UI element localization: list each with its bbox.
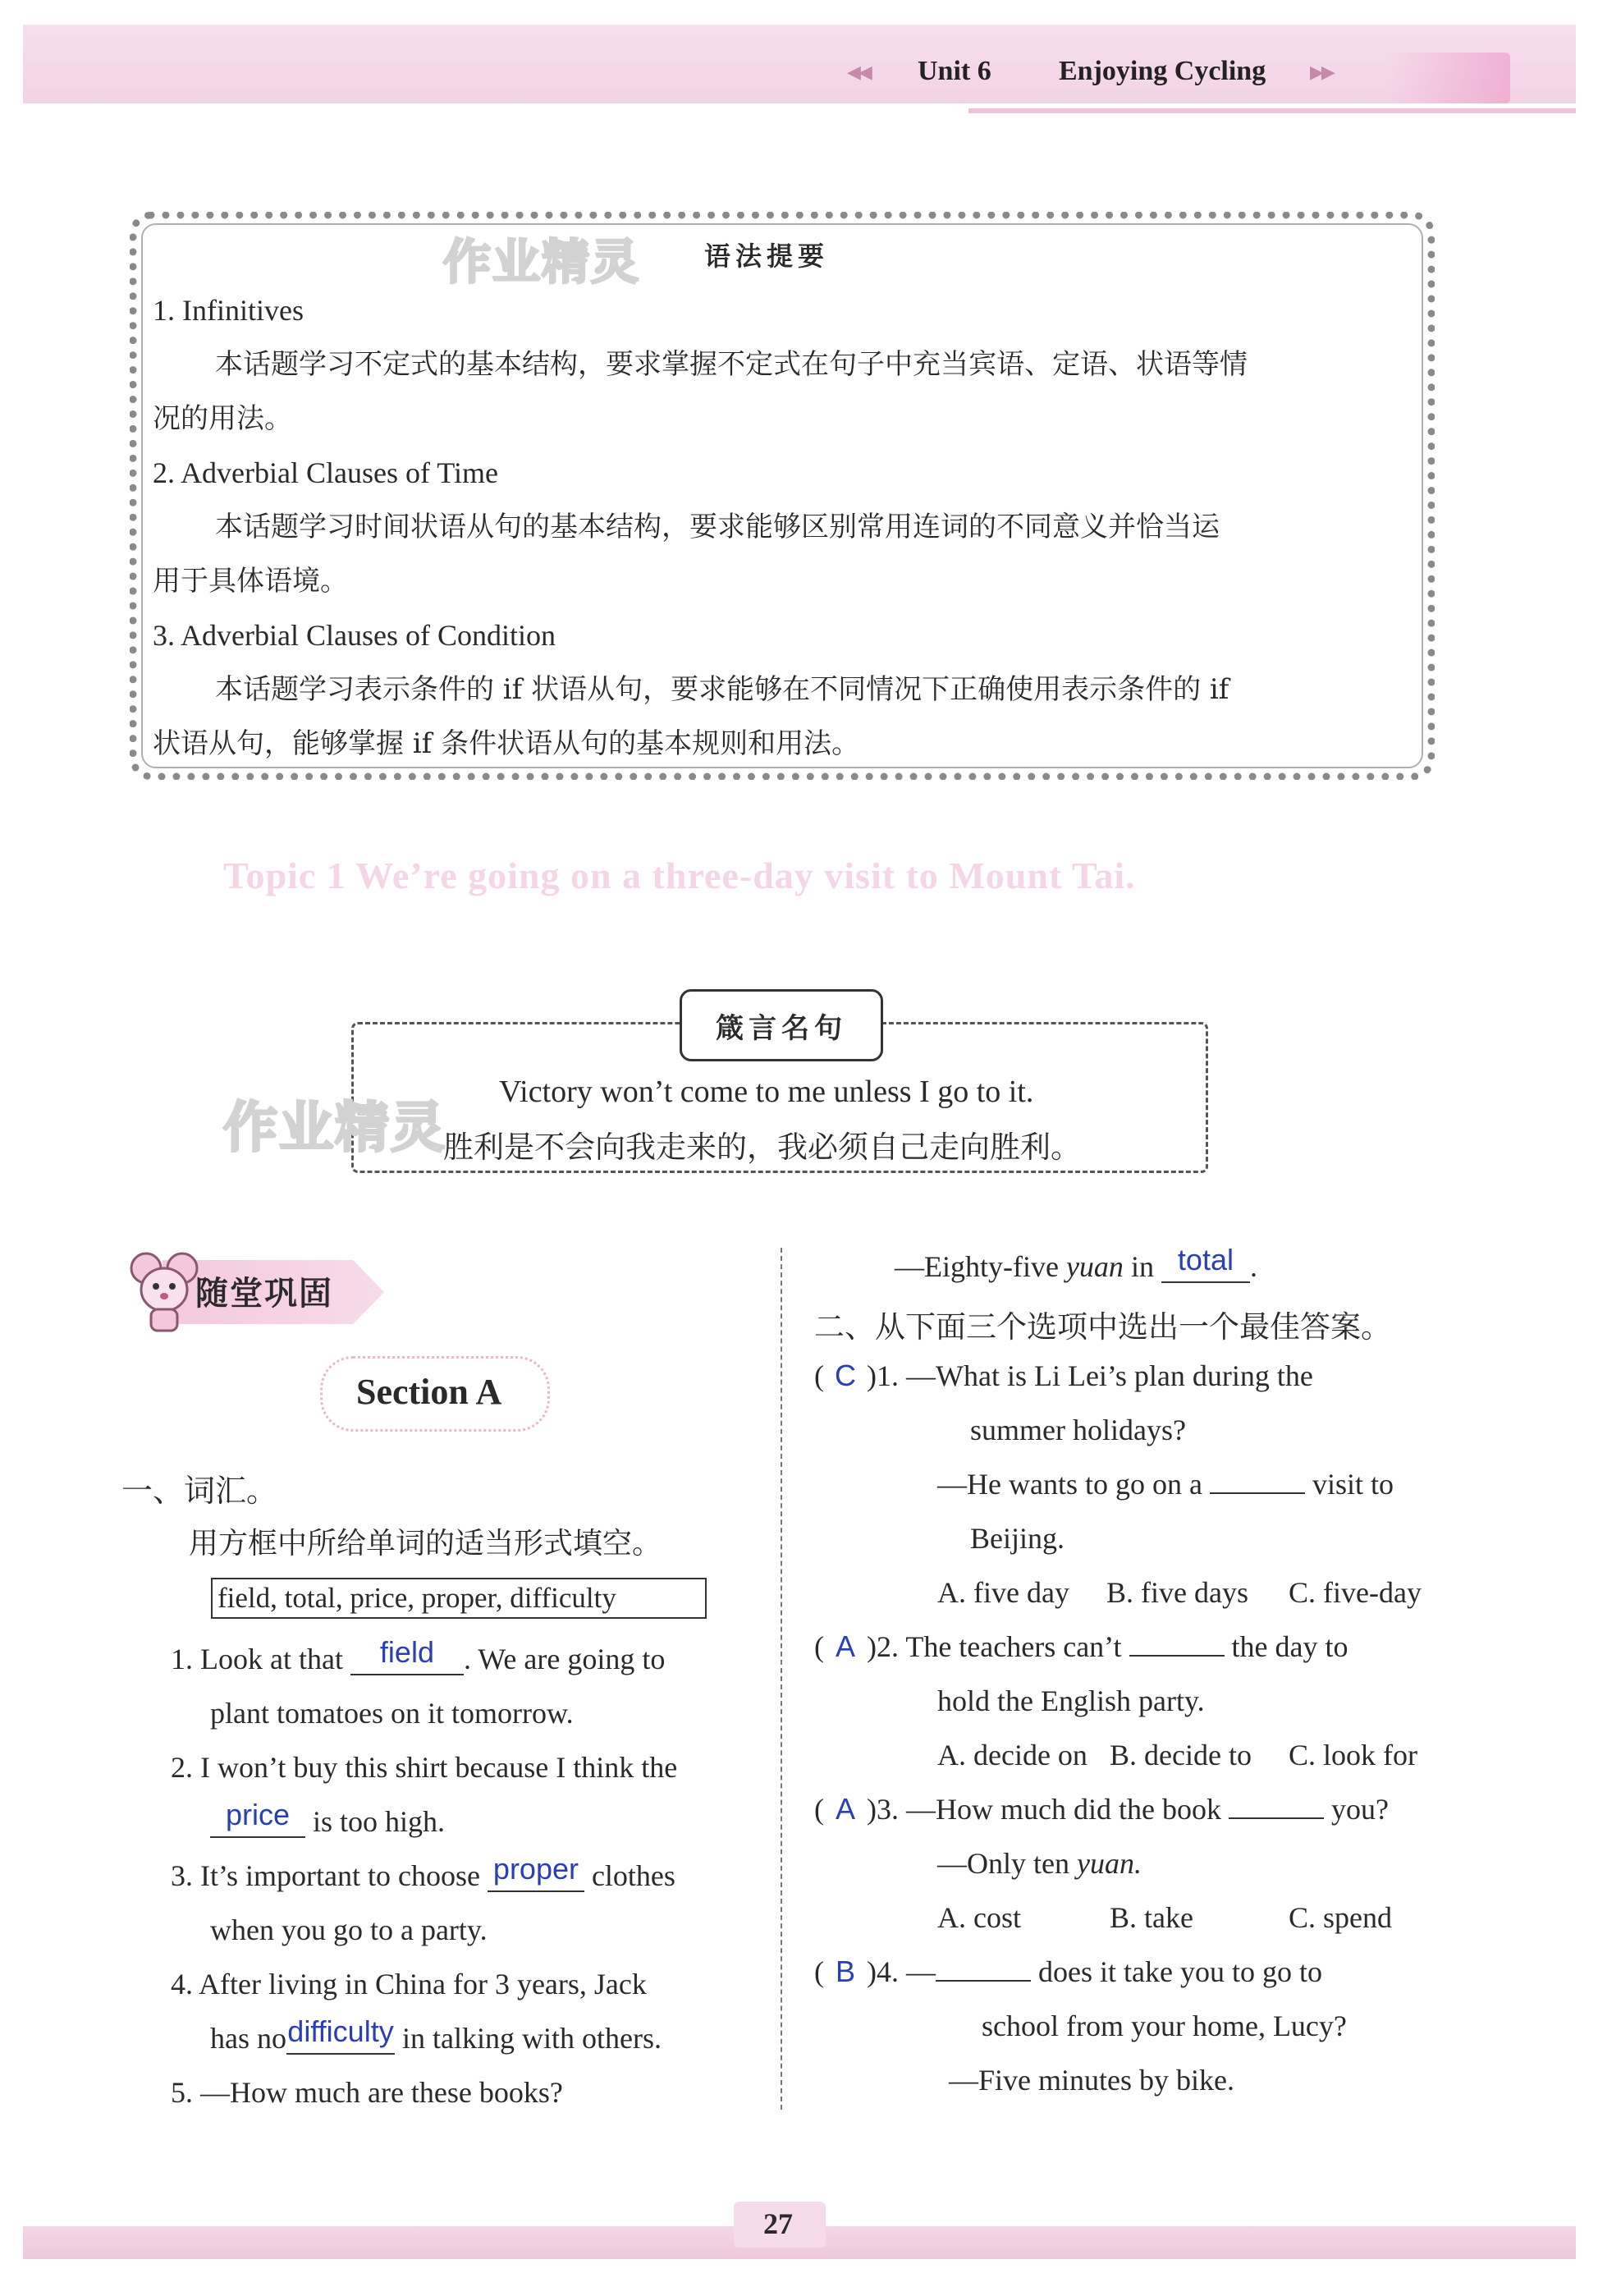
q2-1-option-c: C. five-day (1289, 1576, 1422, 1609)
q1-5-text-a: 5. —How much are these books? (171, 2076, 563, 2109)
q1-5-text-d: . (1249, 1250, 1257, 1283)
section-title: Section A (356, 1372, 502, 1412)
paren-open: ( (814, 1630, 824, 1663)
part2-title: 二、从下面三个选项中选出一个最佳答案。 (814, 1309, 1391, 1345)
answer-text: proper (492, 1852, 579, 1886)
question-1-5-line2 (895, 1243, 1257, 1284)
q2-1-option-a: A. five day (937, 1576, 1069, 1609)
q1-5-text-b: —Eighty-five (895, 1250, 1059, 1283)
grammar-heading-2: 2. Adverbial Clauses of Time (153, 456, 498, 489)
grammar-text-1a: 本话题学习不定式的基本结构，要求掌握不定式在句子中充当宾语、定语、状语等情 (215, 348, 1248, 381)
q2-3-text-b: you? (1330, 1793, 1389, 1826)
blank-line (936, 1980, 1031, 1982)
grammar-heading-1: 1. Infinitives (153, 294, 304, 327)
q1-2-text-b: is too high. (313, 1805, 446, 1838)
q1-1-text-a: 1. Look at that (171, 1643, 343, 1675)
q2-3-text-a: )3. —How much did the book (867, 1793, 1221, 1826)
unit-title: Enjoying Cycling (1059, 56, 1266, 86)
q2-3-option-a: A. cost (937, 1901, 1021, 1934)
answer-blank (210, 1798, 305, 1838)
question-1-4-line2 (210, 2014, 662, 2055)
choice-answer: C (835, 1359, 856, 1392)
answer-blank (286, 2014, 395, 2055)
q1-1-text-c: plant tomatoes on it tomorrow. (210, 1697, 574, 1730)
grammar-title: 语法提要 (704, 241, 830, 272)
grammar-text-3a: 本话题学习表示条件的 if 状语从句，要求能够在不同情况下正确使用表示条件的 if (215, 673, 1229, 706)
question-2-3-line2 (937, 1846, 1142, 1881)
double-arrow-left-icon: ◀◀ (847, 62, 870, 83)
grammar-heading-3: 3. Adverbial Clauses of Condition (153, 619, 556, 652)
answer-text: total (1177, 1243, 1234, 1276)
q1-4-text-b: has no (210, 2022, 286, 2055)
question-1-2-line2 (210, 1798, 446, 1839)
choice-answer: A (835, 1629, 855, 1663)
watermark-logo-2: 作业精灵 (223, 1096, 446, 1159)
q2-2-text-a: )2. The teachers can’t (867, 1630, 1122, 1663)
part1-instruction: 用方框中所给单词的适当形式填空。 (189, 1527, 662, 1560)
unit-label: Unit 6 (918, 56, 991, 86)
double-arrow-right-icon: ▶▶ (1310, 62, 1333, 83)
q2-3-text-c: —Only ten (937, 1847, 1069, 1880)
q2-1-text-c: —He wants to go on a (937, 1468, 1202, 1501)
q2-2-text-c: hold the English party. (937, 1684, 1205, 1717)
answer-text: price (225, 1798, 291, 1831)
column-divider (781, 1248, 782, 2110)
q2-4-text-c: school from your home, Lucy? (982, 2010, 1347, 2042)
q2-2-text-b: the day to (1231, 1630, 1348, 1663)
blank-line (1129, 1655, 1225, 1657)
q2-2-option-c: C. look for (1289, 1739, 1417, 1771)
watermark-logo: 作业精灵 (443, 234, 641, 290)
answer-blank (1161, 1243, 1250, 1283)
topic-heading: Topic 1 We’re going on a three-day visit to Mount Tai. (223, 855, 1136, 896)
q2-3-option-b: B. take (1110, 1901, 1193, 1934)
word-box: field, total, price, proper, difficulty (211, 1578, 707, 1619)
question-2-4 (814, 1955, 1322, 1989)
mouse-mascot-icon (123, 1244, 205, 1334)
header-decoration (1387, 53, 1510, 103)
q2-1-text-b: summer holidays? (970, 1414, 1186, 1446)
grammar-text-2b: 用于具体语境。 (153, 565, 348, 598)
question-1-1 (171, 1635, 666, 1676)
motto-english: Victory won’t come to me unless I go to it. (499, 1075, 1034, 1109)
q1-3-text-c: when you go to a party. (210, 1913, 488, 1946)
q1-5-text-c: in (1130, 1250, 1154, 1283)
header-band (23, 25, 1576, 103)
motto-tag: 箴言名句 (680, 989, 883, 1061)
answer-blank (350, 1635, 464, 1675)
q2-4-text-b: does it take you to go to (1038, 1955, 1322, 1988)
answer-blank (488, 1852, 584, 1892)
grammar-text-3b: 状语从句，能够掌握 if 条件状语从句的基本规则和用法。 (153, 727, 860, 760)
page-number: 27 (763, 2207, 793, 2240)
q2-1-text-a: )1. —What is Li Lei’s plan during the (867, 1359, 1313, 1392)
q1-3-text-a: 3. It’s important to choose (171, 1859, 480, 1892)
question-2-3 (814, 1792, 1389, 1826)
question-2-1-line3 (937, 1467, 1394, 1501)
paren-open: ( (814, 1793, 824, 1826)
paren-open: ( (814, 1955, 824, 1988)
motto-chinese: 胜利是不会向我走来的，我必须自己走向胜利。 (443, 1130, 1081, 1165)
q2-2-option-b: B. decide to (1110, 1739, 1252, 1771)
q2-3-option-c: C. spend (1289, 1901, 1392, 1934)
q2-4-text-d: —Five minutes by bike. (949, 2064, 1234, 2097)
q1-2-text-a: 2. I won’t buy this shirt because I think the (171, 1751, 678, 1784)
answer-text: field (379, 1635, 434, 1669)
q2-4-text-a: )4. — (867, 1955, 936, 1988)
q2-3-text-italic: yuan. (1076, 1847, 1142, 1880)
q2-1-text-e: Beijing. (970, 1522, 1065, 1555)
question-2-1 (814, 1359, 1313, 1393)
blank-line (1229, 1817, 1324, 1819)
answer-text: difficulty (287, 2014, 394, 2048)
q2-1-option-b: B. five days (1106, 1576, 1248, 1609)
blank-line (1210, 1492, 1305, 1494)
question-2-2 (814, 1629, 1348, 1664)
practice-badge-label: 随堂巩固 (195, 1275, 333, 1313)
question-1-3 (171, 1852, 675, 1893)
q1-5-text-italic: yuan (1065, 1250, 1124, 1283)
part1-title: 一、词汇。 (121, 1473, 278, 1509)
q1-1-text-b: . We are going to (463, 1643, 666, 1675)
grammar-text-2a: 本话题学习时间状语从句的基本结构，要求能够区别常用连词的不同意义并恰当运 (215, 511, 1220, 543)
q1-3-text-b: clothes (591, 1859, 675, 1892)
grammar-text-1b: 况的用法。 (153, 402, 292, 435)
q2-1-text-d: visit to (1312, 1468, 1394, 1501)
q1-4-text-a: 4. After living in China for 3 years, Jack (171, 1968, 647, 2000)
choice-answer: B (835, 1955, 855, 1988)
header-stripe (968, 108, 1576, 113)
q2-2-option-a: A. decide on (937, 1739, 1087, 1771)
paren-open: ( (814, 1359, 824, 1392)
choice-answer: A (835, 1792, 855, 1826)
q1-4-text-c: in talking with others. (402, 2022, 662, 2055)
